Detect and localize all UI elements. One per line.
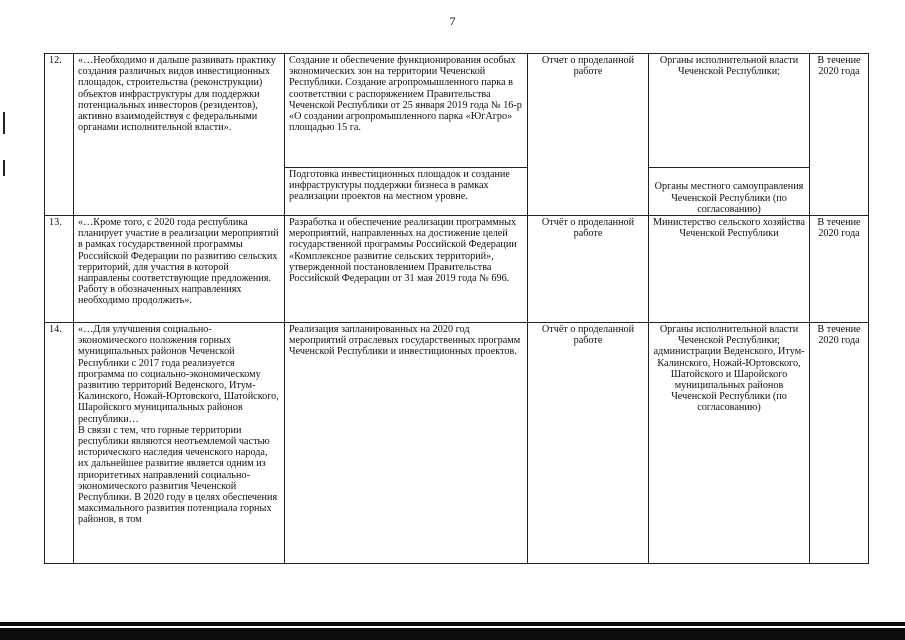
scan-artifact-line — [3, 160, 5, 176]
executor-cell: Органы исполнительной власти Чеченской Республики; — [649, 54, 810, 168]
executor-cell: Органы исполнительной власти Чеченской Республики; администрации Веденского, Итум-Калинского, Ножай-Юртовского, Шатойского и Шаройского муниципальных районов Чеченской Республики (по согласованию) — [649, 323, 810, 564]
scan-bottom-border — [0, 622, 905, 626]
quote-paragraph: «…Для улучшения социально-экономического положения горных муниципальных районов Чеченской Республики с 2017 года реализуется программа по социально-экономическому развитию территорий Веденского, Итум-Калинского, Ножай-Юртовского, Шатойского, Шаройского муниципальных районов республики… — [78, 324, 279, 425]
plan-table — [44, 53, 869, 564]
deadline-cell: В течение 2020 года — [810, 323, 869, 564]
measure-cell: Реализация запланированных на 2020 год мероприятий отраслевых государственных программ Чеченской Республики и инвестиционных проектов. — [285, 323, 528, 564]
quote-paragraph: В связи с тем, что горные территории республики являются неотъемлемой частью исторического наследия чеченского народа, их дальнейшее развитие является одним из приоритетных направлений социально-экономического развития Чеченской Республики. В 2020 году в целях обеспечения максимального развития потенциала горных районов, в том — [78, 424, 278, 526]
row-number: 14. — [45, 323, 74, 564]
report-form-cell: Отчёт о проделанной работе — [528, 323, 649, 564]
measure-cell: Разработка и обеспечение реализации программных мероприятий, направленных на достижение целей государственной программы Российской Федерации «Комплексное развитие сельских территорий», утвержденной постановлением Правительства Российской Федерации от 31 мая 2019 года № 696. — [285, 216, 528, 323]
deadline-cell: В течение 2020 года — [810, 216, 869, 323]
quote-cell — [74, 323, 285, 564]
table-row — [45, 216, 869, 323]
quote-cell: «…Кроме того, с 2020 года республика планирует участие в реализации мероприятий в рамках государственной программы Российской Федерации по развитию сельских территорий, для участия в которой направлены соответствующие предложения. Работу в обозначенных направлениях необходимо продолжить». — [74, 216, 285, 323]
deadline-cell: В течение 2020 года — [810, 54, 869, 216]
scan-artifact-line — [3, 112, 5, 134]
measure-cell: Создание и обеспечение функционирования особых экономических зон на территории Чеченской Республики. Создание агропромышленного парка в соответствии с распоряжением Правительства Чеченской Республики от 25 января 2019 года № 16-р «О создании агропромышленного парка «ЮгАгро» площадью 15 га. — [285, 54, 528, 168]
page-number: 7 — [449, 14, 456, 28]
report-form-cell: Отчёт о проделанной работе — [528, 216, 649, 323]
quote-cell: «…Необходимо и дальше развивать практику создания различных видов инвестиционных площадок, строительства (реконструкции) объектов инфраструктуры для поддержки потенциальных инвесторов (резидентов), активно взаимодействуя с федеральными органами исполнительной власти». — [74, 54, 285, 216]
table-row — [45, 323, 869, 564]
table-row — [45, 54, 869, 168]
executor-cell: Органы местного самоуправления Чеченской Республики (по согласованию) — [649, 168, 810, 216]
scan-bottom-border — [0, 628, 905, 640]
row-number: 12. — [45, 54, 74, 216]
report-form-cell: Отчет о проделанной работе — [528, 54, 649, 216]
row-number: 13. — [45, 216, 74, 323]
measure-cell: Подготовка инвестиционных площадок и создание инфраструктуры поддержки бизнеса в рамках реализации проектов на местном уровне. — [285, 168, 528, 216]
executor-cell: Министерство сельского хозяйства Чеченской Республики — [649, 216, 810, 323]
